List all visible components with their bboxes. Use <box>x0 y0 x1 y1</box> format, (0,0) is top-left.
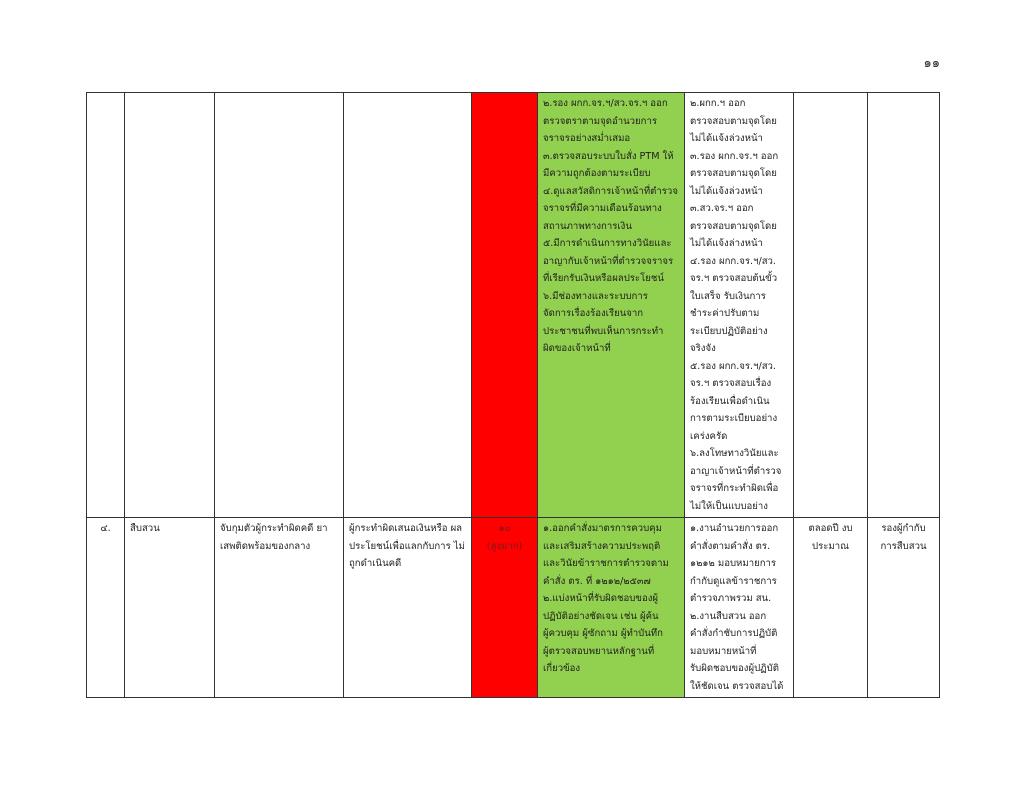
cell-additional-measures <box>685 93 794 518</box>
controls-line: ๒.แบ่งหน้าที่รับผิดชอบของผู้ <box>543 593 659 604</box>
measures-line: ๑๒๑๒ มอบหมายการ <box>690 558 777 569</box>
controls-line: ๑.ออกคำสั่งมาตรการควบคุม <box>543 523 662 534</box>
cell-risk-level <box>472 518 538 698</box>
measures-line: มอบหมายหน้าที่ <box>690 645 757 657</box>
measures-line: ไม่ให้เป็นแบบอย่าง <box>690 500 768 512</box>
measures-line: จราจรที่กระทำผิดเพื่อ <box>690 483 779 494</box>
controls-line: ๕.มีการดำเนินการทางวินัยและ <box>543 238 672 249</box>
controls-line: ๔.ดูแลสวัสดิการเจ้าหน้าที่ตำรวจ <box>543 185 678 197</box>
cell-existing-controls <box>538 518 685 698</box>
risk-level-note: (สูงมาก) <box>486 540 523 552</box>
measures-line: ชำระค่าปรับตาม <box>690 308 760 319</box>
controls-line: สถานภาพทางการเงิน <box>543 220 632 232</box>
table-row <box>87 518 940 698</box>
measures-line: ตรวจสอบตามจุดโดย <box>690 168 777 179</box>
measures-line: ร้องเรียนเพื่อดำเนิน <box>690 395 770 407</box>
risk-table <box>86 92 940 698</box>
measures-line: ให้ชัดเจน ตรวจสอบได้ <box>690 680 784 692</box>
measures-line: จริงจัง <box>690 343 716 354</box>
cell-additional-measures <box>685 518 794 698</box>
measures-line: ใบเสร็จ รับเงินการ <box>690 290 766 302</box>
cell-activity <box>215 93 344 518</box>
cell-process <box>125 93 215 518</box>
measures-line: คำสั่งกำชับการปฏิบัติ <box>690 628 778 639</box>
measures-line: รับผิดชอบของผู้ปฏิบัติ <box>690 663 779 674</box>
measures-line: จร.ฯ ตรวจสอบต้นขั้ว <box>690 273 778 284</box>
cell-period <box>794 93 868 518</box>
controls-line: ผู้ตรวจสอบพยานหลักฐานที่ <box>543 645 655 657</box>
measures-line: เคร่งครัด <box>690 430 728 442</box>
controls-line: จราจรอย่างสม่ำเสมอ <box>543 133 631 144</box>
measures-line: ๕.รอง ผกก.จร.ฯ/สว. <box>690 360 776 372</box>
measures-line: อาญาเจ้าหน้าที่ตำรวจ <box>690 465 782 477</box>
cell-risk-level <box>472 93 538 518</box>
measures-line: ๓.สว.จร.ฯ ออก <box>690 203 754 214</box>
controls-line: ประชาชนที่พบเห็นการกระทำ <box>543 325 664 337</box>
controls-line: คำสั่ง ตร. ที่ ๑๒๑๒/๒๕๓๗ <box>543 575 651 587</box>
controls-line: ๖.มีช่องทางและระบบการ <box>543 290 648 302</box>
measures-line: การตามระเบียบอย่าง <box>690 413 778 424</box>
measures-line: ตรวจสอบตามจุดโดย <box>690 220 777 232</box>
cell-no: ๔. <box>87 518 125 698</box>
cell-risk: ผู้กระทำผิดเสนอเงินหรือ ผลประโยชน์เพื่อแลกกับการ ไม่ถูกดำเนินคดี <box>344 518 472 698</box>
measures-line: ๔.รอง ผกก.จร.ฯ/สว. <box>690 255 776 267</box>
controls-line: มีความถูกต้องตามระเบียบ <box>543 168 651 179</box>
controls-line: ๓.ตรวจสอบระบบใบสั่ง PTM ให้ <box>543 150 674 162</box>
risk-level-value: ๑๐ <box>498 523 511 534</box>
measures-line: ไม่ได้แจ้งล่วงหน้า <box>690 185 763 197</box>
controls-line: ที่เรียกรับเงินหรือผลประโยชน์ <box>543 273 664 284</box>
measures-line: ไม่ได้แจ้งล่างหน้า <box>690 238 763 249</box>
controls-line: และวินัยข้าราชการตำรวจตาม <box>543 558 669 569</box>
measures-line: ๒.ผกก.ฯ ออก <box>690 98 746 109</box>
controls-line: และเสริมสร้างความประพฤติ <box>543 540 661 552</box>
measures-line: ๓.รอง ผกก.จร.ฯ ออก <box>690 150 779 162</box>
measures-line: ตรวจสอบตามจุดโดย <box>690 115 777 127</box>
measures-line: คำสั่งตามคำสั่ง ตร. <box>690 540 771 552</box>
cell-risk <box>344 93 472 518</box>
cell-responsible: รองผู้กำกับ การสืบสวน <box>868 518 940 698</box>
controls-line: จราจรที่มีความเดือนร้อนทาง <box>543 203 662 214</box>
cell-process: สืบสวน <box>125 518 215 698</box>
cell-period: ตลอดปี งบประมาณ <box>794 518 868 698</box>
cell-activity: จับกุมตัวผู้กระทำผิดคดี ยาเสพติดพร้อมของกลาง <box>215 518 344 698</box>
cell-existing-controls <box>538 93 685 518</box>
measures-line: ๑.งานอำนวยการออก <box>690 523 779 534</box>
controls-line: ปฏิบัติอย่างชัดเจน เช่น ผู้ค้น <box>543 610 659 622</box>
measures-line: จร.ฯ ตรวจสอบเรื่อง <box>690 378 772 389</box>
cell-no <box>87 93 125 518</box>
controls-line: ตรวจตราตามจุดอำนวยการ <box>543 115 658 127</box>
controls-line: อาญากับเจ้าหน้าที่ตำรวจจราจร <box>543 255 674 267</box>
controls-line: ผิดของเจ้าหน้าที่ <box>543 343 611 354</box>
table-row <box>87 93 940 518</box>
measures-line: กำกับดูแลข้าราชการ <box>690 575 777 587</box>
controls-line: เกี่ยวข้อง <box>543 663 581 674</box>
measures-line: ตำรวจภาพรวม สน. <box>690 593 772 604</box>
measures-line: ระเบียบปฏิบัติอย่าง <box>690 325 768 337</box>
controls-line: จัดการเรื่องร้องเรียนจาก <box>543 308 644 319</box>
measures-line: ๒.งานสืบสวน ออก <box>690 610 767 622</box>
controls-line: ๒.รอง ผกก.จร.ฯ/สว.จร.ฯ ออก <box>543 98 668 109</box>
controls-line: ผู้ควบคุม ผู้ซักถาม ผู้ทำบันทึก <box>543 628 663 639</box>
measures-line: ไม่ได้แจ้งล่วงหน้า <box>690 133 763 144</box>
cell-responsible <box>868 93 940 518</box>
measures-line: ๖.ลงโทษทางวินัยและ <box>690 448 779 459</box>
page-number: ๑๑ <box>923 56 940 71</box>
